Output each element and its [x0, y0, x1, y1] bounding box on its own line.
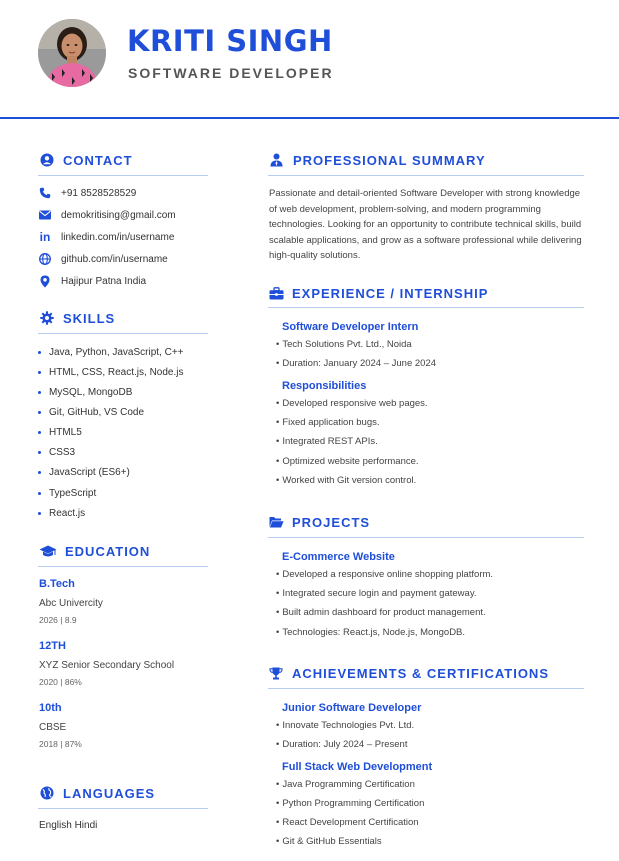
- achievement-duration: • Duration: July 2024 – Present: [276, 739, 408, 750]
- edu-institute: XYZ Senior Secondary School: [39, 660, 175, 671]
- resume-header: [0, 0, 619, 118]
- projects-divider: [268, 537, 584, 538]
- phone-icon: [38, 186, 52, 200]
- projects-heading: PROJECTS: [268, 512, 370, 532]
- job-company: • Tech Solutions Pvt. Ltd., Noida: [276, 339, 412, 350]
- certification-item: • Java Programming Certification: [276, 779, 415, 790]
- folder-open-icon: [268, 514, 284, 531]
- contact-linkedin[interactable]: in linkedin.com/in/username: [39, 230, 175, 244]
- skills-divider: [38, 333, 208, 334]
- contact-divider: [38, 175, 208, 176]
- header-divider: [0, 117, 619, 119]
- achievements-divider: [268, 688, 584, 689]
- graduation-cap-icon: [38, 543, 57, 560]
- envelope-icon: [38, 208, 52, 222]
- skills-heading: SKILLS: [38, 308, 115, 328]
- skill-item: HTML5: [38, 425, 82, 439]
- user-tie-icon: [268, 152, 285, 169]
- edu-institute: CBSE: [39, 722, 67, 733]
- project-name: E-Commerce Website: [282, 551, 395, 563]
- certification-item: • Python Programming Certification: [276, 798, 425, 809]
- edu-degree: 10th: [39, 702, 62, 714]
- contact-github[interactable]: github.com/in/username: [38, 251, 168, 267]
- location-pin-icon: [38, 274, 52, 288]
- project-point: • Technologies: React.js, Node.js, MongoDB.: [276, 627, 466, 638]
- profile-photo: [38, 19, 106, 87]
- skill-item: JavaScript (ES6+): [38, 465, 130, 479]
- responsibility-item: • Worked with Git version control.: [276, 475, 417, 486]
- certification-item: • Git & GitHub Essentials: [276, 836, 382, 847]
- contact-heading: CONTACT: [38, 150, 133, 170]
- languages-heading: LANGUAGES: [38, 783, 155, 803]
- summary-divider: [268, 175, 584, 176]
- briefcase-icon: [268, 285, 284, 302]
- contact-phone: +91 8528528529: [38, 185, 136, 201]
- edu-institute: Abc Univercity: [39, 598, 103, 609]
- responsibility-item: • Integrated REST APIs.: [276, 436, 378, 447]
- education-divider: [38, 566, 208, 567]
- certification-title: Full Stack Web Development: [282, 761, 433, 773]
- experience-heading: EXPERIENCE / INTERNSHIP: [268, 283, 488, 303]
- edu-meta: 2018 | 87%: [39, 739, 82, 749]
- skill-item: TypeScript: [38, 486, 96, 500]
- responsibility-item: • Fixed application bugs.: [276, 417, 380, 428]
- job-duration: • Duration: January 2024 – June 2024: [276, 358, 437, 369]
- languages-list: English Hindi: [39, 820, 98, 831]
- skill-item: Java, Python, JavaScript, C++: [38, 345, 184, 359]
- linkedin-icon: in: [39, 230, 51, 244]
- trophy-icon: [268, 665, 284, 682]
- achievement-role: Junior Software Developer: [282, 702, 422, 714]
- summary-heading: PROFESSIONAL SUMMARY: [268, 150, 486, 170]
- edu-degree: B.Tech: [39, 578, 75, 590]
- candidate-role: SOFTWARE DEVELOPER: [128, 65, 334, 81]
- responsibility-item: • Optimized website performance.: [276, 456, 419, 467]
- job-title: Software Developer Intern: [282, 321, 419, 333]
- contact-email[interactable]: demokritising@gmail.com: [38, 207, 176, 223]
- edu-meta: 2020 | 86%: [39, 677, 82, 687]
- project-point: • Built admin dashboard for product management.: [276, 607, 486, 618]
- project-point: • Integrated secure login and payment gateway.: [276, 588, 477, 599]
- project-point: • Developed a responsive online shopping platform.: [276, 569, 494, 580]
- skill-item: MySQL, MongoDB: [38, 385, 132, 399]
- skill-item: Git, GitHub, VS Code: [38, 405, 144, 419]
- education-heading: EDUCATION: [38, 541, 150, 561]
- achievement-company: • Innovate Technologies Pvt. Ltd.: [276, 720, 415, 731]
- contact-location: Hajipur Patna India: [38, 273, 146, 289]
- edu-meta: 2026 | 8.9: [39, 615, 77, 625]
- skill-item: HTML, CSS, React.js, Node.js: [38, 365, 183, 379]
- skill-item: CSS3: [38, 445, 75, 459]
- user-circle-icon: [38, 152, 55, 169]
- globe-icon: [38, 252, 52, 266]
- responsibility-item: • Developed responsive web pages.: [276, 398, 428, 409]
- achievements-heading: ACHIEVEMENTS & CERTIFICATIONS: [268, 663, 549, 683]
- summary-text: Passionate and detail-oriented Software Developer with strong knowledge of web development, problem-solving, and modern programming technologies. Looking for an opportunity to contribute technical skills, build scalable applications, and grow as a software professional while delivering high-quality solutions.: [269, 188, 582, 261]
- skill-item: React.js: [38, 506, 85, 520]
- candidate-name: KRITI SINGH: [127, 24, 333, 58]
- certification-item: • React Development Certification: [276, 817, 419, 828]
- globe-icon: [38, 785, 55, 802]
- responsibilities-title: Responsibilities: [282, 380, 367, 392]
- gear-icon: [38, 310, 55, 327]
- edu-degree: 12TH: [39, 640, 66, 652]
- experience-divider: [268, 307, 584, 308]
- languages-divider: [38, 808, 208, 809]
